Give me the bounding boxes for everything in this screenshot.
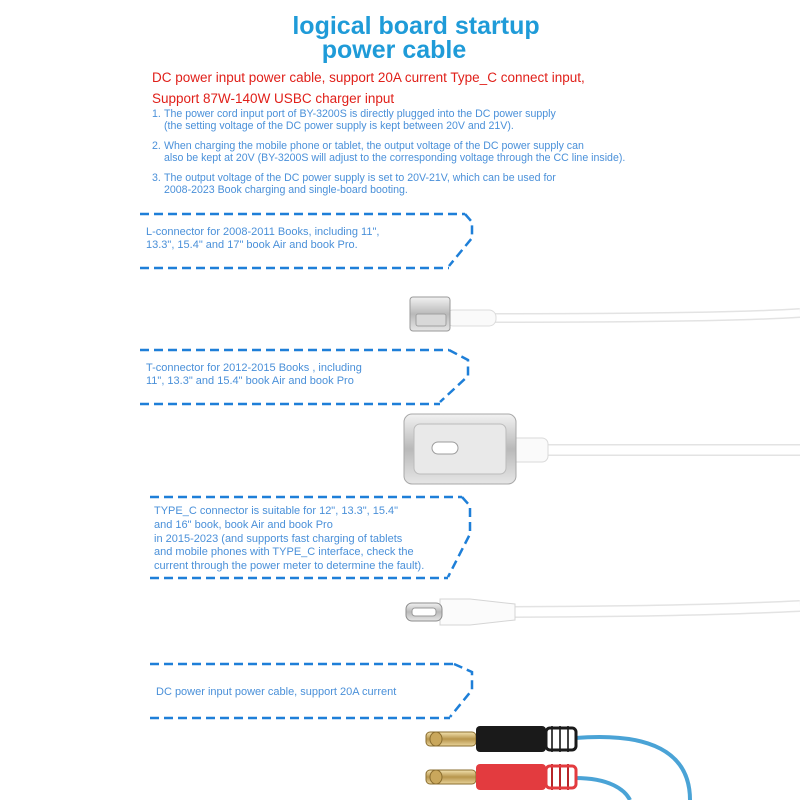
note-text: When charging the mobile phone or tablet, the output voltage of the DC power supply can	[164, 140, 584, 152]
note-text: 2008-2023 Book charging and single-board booting.	[164, 184, 408, 196]
l-connector-description	[146, 226, 379, 252]
l-connector-line: L-connector for 2008-2011 Books, including 11",	[146, 226, 380, 238]
type-c-connector-line: TYPE_C connector is suitable for 12", 13.3", 15.4"	[154, 505, 399, 517]
t-connector-description	[146, 362, 362, 388]
type-c-connector-line: and mobile phones with TYPE_C interface, check the	[154, 546, 414, 559]
type-c-connector-line: and 16" book, book Air and book Pro	[154, 518, 333, 531]
note-number: 3.	[152, 172, 161, 184]
note-number: 1.	[152, 108, 161, 120]
t-connector-image	[404, 414, 800, 484]
l-connector-image	[410, 297, 800, 331]
headline-line-2: Support 87W-140W USBC charger input	[152, 91, 395, 106]
l-connector-line: 13.3", 15.4" and 17" book Air and book Pro.	[146, 239, 358, 251]
type-c-connector-image	[406, 599, 800, 625]
dc-cable-line: DC power input power cable, support 20A current	[156, 686, 397, 698]
type-c-connector-line: in 2015-2023 (and supports fast charging of tablets	[154, 532, 403, 545]
dc-cable-description	[156, 686, 396, 699]
t-connector-line: T-connector for 2012-2015 Books , including	[146, 362, 362, 374]
headline-line-1: DC power input power cable, support 20A current Type_C connect input,	[152, 70, 585, 85]
dc-cable-image	[426, 726, 690, 800]
page-title: logical board startup	[292, 12, 540, 40]
note-number: 2.	[152, 140, 161, 152]
note-text: The power cord input port of BY-3200S is directly plugged into the DC power supply	[164, 108, 556, 120]
type-c-connector-description	[154, 505, 424, 574]
note-text: also be kept at 20V (BY-3200S will adjust to the corresponding voltage through the CC line inside).	[164, 152, 626, 164]
page-subtitle: power cable	[321, 36, 467, 64]
t-connector-line: 11", 13.3" and 15.4" book Air and book Pro	[146, 375, 354, 387]
type-c-connector-line: current through the power meter to determine the fault).	[154, 560, 425, 573]
note-text: (the setting voltage of the DC power supply is kept between 20V and 21V).	[164, 120, 514, 132]
note-text: The output voltage of the DC power supply is set to 20V-21V, which can be used for	[164, 172, 556, 184]
